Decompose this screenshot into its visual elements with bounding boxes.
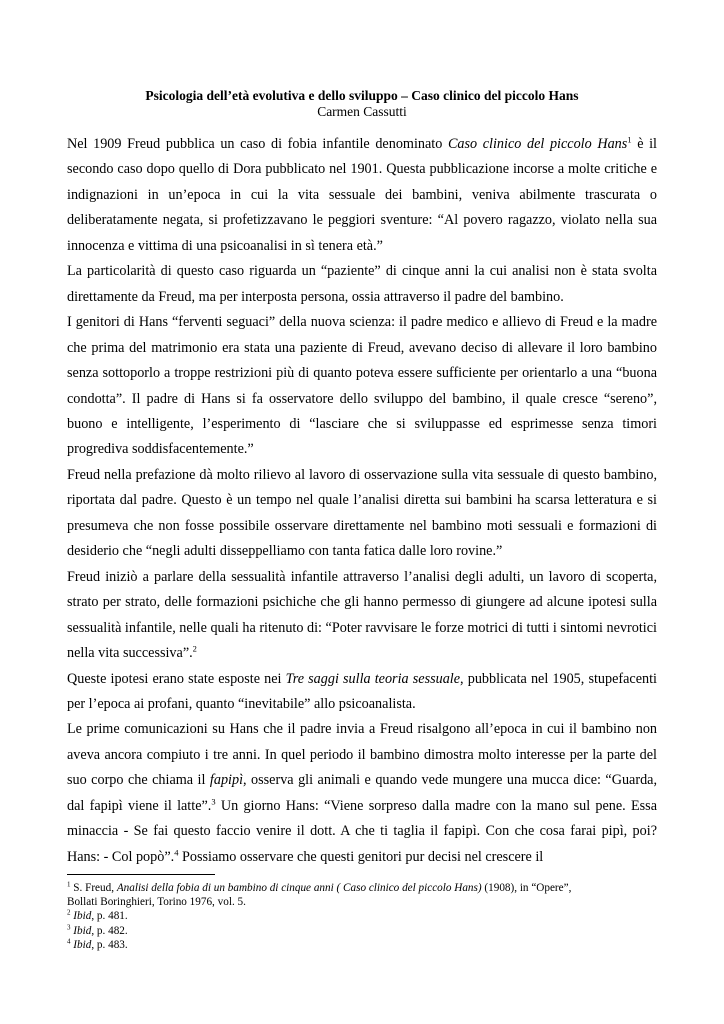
text-run: , p. 481.	[91, 910, 128, 923]
book-title: Caso clinico del piccolo Hans	[447, 136, 628, 152]
footnote-number: 2	[67, 908, 71, 917]
footnote-number: 1	[67, 880, 71, 889]
footnotes	[67, 881, 667, 952]
footnote-ref-1[interactable]: 1	[627, 134, 632, 145]
paragraph-2: La particolarità di questo caso riguarda un “paziente” di cinque anni la cui analisi non è stata svolta direttamente da Freud, ma per interposta persona, ossia attraverso il padre del bambino.	[67, 263, 657, 305]
text-run: Le prime comunicazioni su Hans che il padre invia a Freud risalgono all’epoca in cui il bambino non aveva ancora compiuto i tre anni. In quel periodo il bambino dimostra molto interesse per la parte del suo corpo che chiama il	[67, 721, 657, 789]
footnote-ref-3[interactable]: 3	[211, 796, 216, 807]
document-body	[67, 132, 657, 870]
text-run: (1908), in “Opere”,	[481, 882, 572, 894]
document-title: Psicologia dell’età evolutiva e dello sviluppo – Caso clinico del piccolo Hans	[145, 88, 579, 103]
paragraph-1	[67, 132, 657, 259]
paragraph-5	[67, 565, 657, 667]
footnote-ref-2[interactable]: 2	[192, 643, 197, 654]
text-run: S. Freud,	[70, 882, 117, 894]
text-run: , osserva gli animali e quando vede mungere una mucca dice: “Guarda, dal fapipì viene il latte”.	[67, 772, 658, 814]
footnote-divider	[67, 874, 215, 875]
text-run: Nel 1909 Freud pubblica un caso di fobia infantile denominato	[67, 136, 448, 152]
text-run: è il secondo caso dopo quello di Dora pubblicato nel 1901. Questa pubblicazione incorse a molte critiche e indignazioni in un’epoca in cui la vita sessuale dei bambini, veniva abilmente trascurata o deliberatamente negata, si profetizzavano le peggiori sventure: “Al povero ragazzo, violato nella sua innocenza e vittima di una psicoanalisi in sì tenera età.”	[67, 136, 658, 254]
text-run: Freud iniziò a parlare della sessualità infantile attraverso l’analisi degli adulti, un lavoro di scoperta, strato per strato, delle formazioni psichiche che gli hanno permesso di giungere ad alcune ipotesi sulla sessualità infantile, nelle quali ha ritenuto di: “Poter ravvisare le forze motrici di tutti i sintomi nevrotici nella vita successiva”.	[67, 568, 657, 662]
book-title: Tre saggi sulla teoria sessuale	[285, 670, 461, 687]
text-run: Queste ipotesi erano state esposte nei	[67, 670, 286, 687]
text-run: , p. 483.	[91, 938, 128, 951]
text-run: , p. 482.	[91, 924, 128, 937]
ibid: Ibid	[73, 938, 92, 951]
text-run: Un giorno Hans: “Viene sorpreso dalla madre con la mano sul pene. Essa minaccia - Se fai questo faccio venire il dott. A che ti taglia il fapipì. Con che cosa farai pipì, poi? Hans: - Col popò”.	[67, 797, 657, 865]
ibid: Ibid	[73, 910, 92, 923]
footnote-ref-4[interactable]: 4	[174, 846, 179, 857]
paragraph-4: Freud nella prefazione dà molto rilievo al lavoro di osservazione sulla vita sessuale di questo bambino, riportata dal padre. Questo è un tempo nel quale l’analisi diretta sui bambini ha scarsa letteratura e si presumeva che non fosse possibile osservare direttamente nel bambino moti sessuali e formazioni di desiderio che “negli adulti disseppelliamo con tanta fatica dalle loro rovine.”	[67, 466, 657, 560]
footnote-4	[67, 938, 667, 952]
footnote-3	[67, 924, 667, 938]
italic-term: fapipì	[209, 772, 244, 789]
text-run: , pubblicata nel 1905, stupefacenti per l’epoca ai profani, quanto “inevitabile” allo psicoanalista.	[67, 670, 657, 712]
footnote-1-line-2: Bollati Boringhieri, Torino 1976, vol. 5.	[67, 896, 246, 909]
ibid: Ibid	[73, 924, 92, 937]
footnote-1	[67, 881, 667, 895]
footnote-number: 3	[67, 922, 71, 931]
book-title: Analisi della fobia di un bambino di cinque anni ( Caso clinico del piccolo Hans)	[116, 882, 482, 894]
footnote-number: 4	[67, 937, 71, 946]
author-name: Carmen Cassutti	[317, 104, 407, 119]
footnote-2	[67, 909, 667, 923]
paragraph-3: I genitori di Hans “ferventi seguaci” della nuova scienza: il padre medico e allievo di Freud e la madre che prima del matrimonio era stata una paziente di Freud, avevano deciso di allevare il loro bambino senza sottoporlo a troppe restrizioni più di quanto poteva essere sufficiente per orientarlo a una “buona condotta”. Il padre di Hans si fa osservatore dello sviluppo del bambino, il quale cresce “sereno”, buono e intelligente, l’esperimento di “lasciare che si sviluppasse ed esprimesse senza timori progrediva soddisfacentemente.”	[67, 314, 657, 458]
paragraph-7	[67, 717, 657, 870]
text-run: Possiamo osservare che questi genitori pur decisi nel crescere il	[178, 848, 544, 865]
paragraph-6	[67, 667, 657, 718]
